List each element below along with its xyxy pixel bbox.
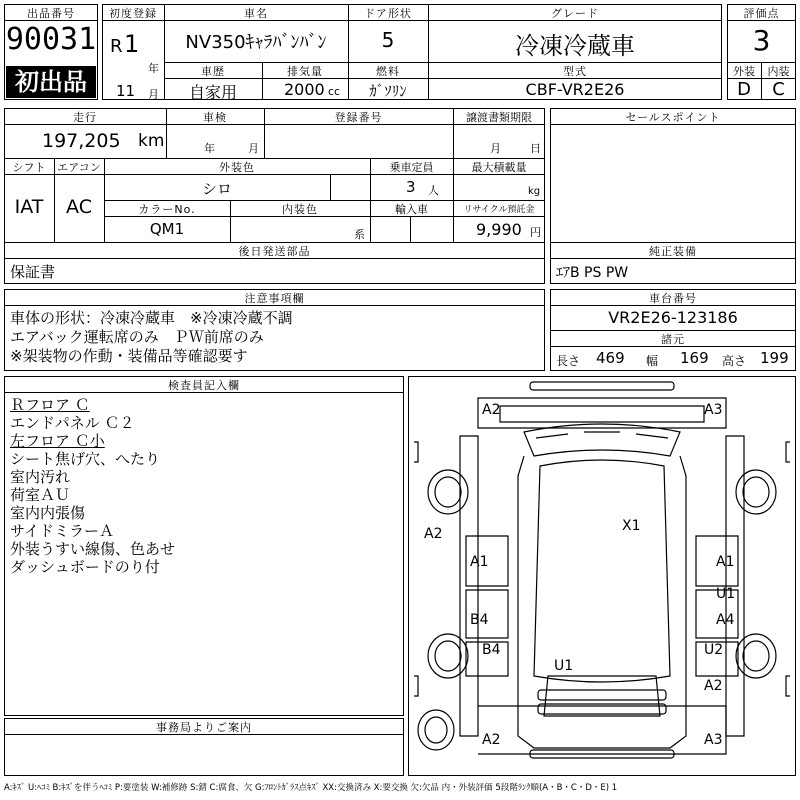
height: 199 — [760, 349, 789, 367]
damage-mark: U1 — [554, 658, 574, 674]
caution-line: ※架装物の作動・装備品等確認要す — [10, 347, 248, 365]
fuel-label: 燃料 — [376, 65, 400, 78]
grade-label: グレード — [551, 7, 599, 20]
recycle-label: リサイクル預託金 — [463, 205, 535, 215]
model-label: 型式 — [563, 65, 587, 78]
followup: 保証書 — [10, 263, 56, 281]
reg-month: 11 — [116, 82, 136, 100]
genuine-label: 純正装備 — [649, 245, 697, 258]
capacity-unit: 人 — [428, 184, 439, 197]
exterior-grade: D — [737, 79, 751, 100]
import-label: 輸入車 — [395, 203, 428, 216]
lot-number: 90031 — [5, 22, 97, 57]
recycle-unit: 円 — [530, 226, 541, 239]
shift: IAT — [14, 196, 44, 218]
width-label: 幅 — [646, 354, 659, 368]
recycle: 9,990 — [476, 220, 522, 239]
inspector-line: 室内内張傷 — [10, 504, 86, 522]
first-listing-badge: 初出品 — [6, 66, 96, 98]
displacement: 2000 — [284, 80, 325, 99]
capacity: 3 — [406, 178, 416, 196]
color-no-label: カラーNo. — [138, 203, 196, 216]
mileage: 197,205 — [42, 130, 121, 152]
history: 自家用 — [188, 83, 237, 102]
ac-label: エアコン — [57, 161, 101, 174]
damage-mark: A3 — [704, 402, 723, 418]
score: 3 — [752, 24, 771, 57]
damage-mark: U2 — [704, 642, 724, 658]
displacement-label: 排気量 — [287, 65, 323, 78]
height-label: 高さ — [722, 354, 747, 368]
damage-mark: B4 — [470, 612, 489, 628]
car-name: NV350ｷｬﾗﾊﾞﾝﾊﾞﾝ — [185, 32, 327, 53]
inspector-line: 外装うすい線傷、色あせ — [10, 540, 176, 558]
length: 469 — [596, 349, 625, 367]
office-label: 事務局よりご案内 — [156, 721, 252, 734]
caution-line: 車体の形状：冷凍冷蔵車 ※冷凍冷蔵不調 — [10, 309, 293, 327]
caution-line: エアバック運転席のみ ＰＷ前席のみ — [10, 328, 264, 346]
interior-grade: C — [772, 79, 785, 100]
doors: 5 — [381, 28, 395, 52]
interior-color-unit: 系 — [354, 228, 365, 241]
inspector-line: 荷室ＡＵ — [10, 486, 71, 504]
legend: A:ｷｽﾞ U:ﾍｺﾐ B:ｷｽﾞを伴うﾍｺﾐ P:要塗装 W:補修跡 S:錆 C:腐食、欠 G:ﾌﾛﾝﾄｶﾞﾗｽ点ｷｽﾞ XX:交換済み X:要交換 欠:欠品 内・外装評価 5段階ﾗﾝｸ順(A・B・C・D・E) 1 — [4, 783, 618, 793]
model: CBF-VR2E26 — [525, 80, 625, 99]
damage-mark: U1 — [716, 586, 736, 602]
inspector-line: サイドミラーＡ — [10, 522, 114, 540]
inspector-line: エンドパネル Ｃ２ — [10, 414, 135, 432]
max-load-unit: kg — [528, 186, 541, 197]
reg-month-unit: 月 — [148, 88, 159, 101]
first-reg-label: 初度登録 — [109, 7, 157, 20]
inspection-month-unit: 月 — [248, 142, 259, 155]
inspector-line: Ｒフロア Ｃ — [10, 396, 90, 414]
damage-mark: B4 — [482, 642, 501, 658]
transfer-day-unit: 日 — [530, 142, 541, 155]
chassis-number: VR2E26-123186 — [608, 308, 738, 327]
inspector-line: ダッシュボードのり付 — [10, 558, 160, 576]
damage-mark: A2 — [424, 526, 443, 542]
inspection-label: 車検 — [203, 111, 227, 124]
exterior-color-label: 外装色 — [219, 161, 255, 174]
damage-mark: A3 — [704, 732, 723, 748]
sales-point-label: セールスポイント — [625, 111, 721, 124]
damage-mark: A1 — [716, 554, 735, 570]
damage-marks — [424, 402, 735, 748]
inspection-year-unit: 年 — [204, 142, 215, 155]
history-label: 車歴 — [201, 65, 225, 78]
damage-mark: X1 — [622, 518, 641, 534]
grade: 冷凍冷蔵車 — [515, 32, 635, 60]
interior-grade-label: 内装 — [767, 65, 790, 78]
width: 169 — [680, 349, 709, 367]
reg-number-label: 登録番号 — [334, 111, 383, 124]
genuine-equipment: ｴｱB PS PW — [556, 265, 629, 281]
inspector-line: 室内汚れ — [10, 468, 71, 486]
reg-era: R — [110, 36, 123, 57]
ac: AC — [66, 196, 92, 218]
exterior-color: シロ — [201, 180, 232, 198]
exterior-grade-label: 外装 — [733, 65, 755, 78]
caution-label: 注意事項欄 — [244, 292, 305, 305]
reg-year: 1 — [124, 30, 140, 58]
color-no: QM1 — [149, 220, 185, 238]
displacement-unit: cc — [328, 85, 341, 98]
max-load-label: 最大積載量 — [471, 161, 527, 174]
length-label: 長さ — [556, 354, 581, 368]
mileage-unit: km — [138, 131, 165, 151]
capacity-label: 乗車定員 — [389, 161, 434, 174]
transfer-month-unit: 月 — [490, 142, 501, 155]
mileage-label: 走行 — [73, 111, 97, 124]
shift-label: シフト — [12, 161, 46, 174]
inspector-label: 検査員記入欄 — [168, 379, 240, 392]
lot-number-label: 出品番号 — [27, 7, 75, 20]
inspector-line: シート焦げ穴、へたり — [10, 450, 161, 468]
transfer-label: 譲渡書類期限 — [466, 111, 532, 124]
reg-year-unit: 年 — [148, 62, 159, 75]
inspector-line: 左フロア Ｃ小 — [10, 432, 105, 450]
door-label: ドア形状 — [364, 7, 412, 20]
damage-mark: A1 — [470, 554, 489, 570]
score-label: 評価点 — [743, 7, 780, 20]
chassis-label: 車台番号 — [649, 292, 697, 305]
interior-color-label: 内装色 — [282, 203, 318, 216]
damage-mark: A2 — [482, 402, 501, 418]
followup-label: 後日発送部品 — [238, 245, 311, 258]
fuel: ｶﾞｿﾘﾝ — [369, 82, 407, 100]
damage-mark: A2 — [704, 678, 723, 694]
dims-label: 諸元 — [661, 333, 685, 346]
damage-mark: A2 — [482, 732, 501, 748]
car-name-label: 車名 — [244, 7, 268, 20]
car-diagram — [408, 376, 796, 776]
damage-mark: A4 — [716, 612, 735, 628]
